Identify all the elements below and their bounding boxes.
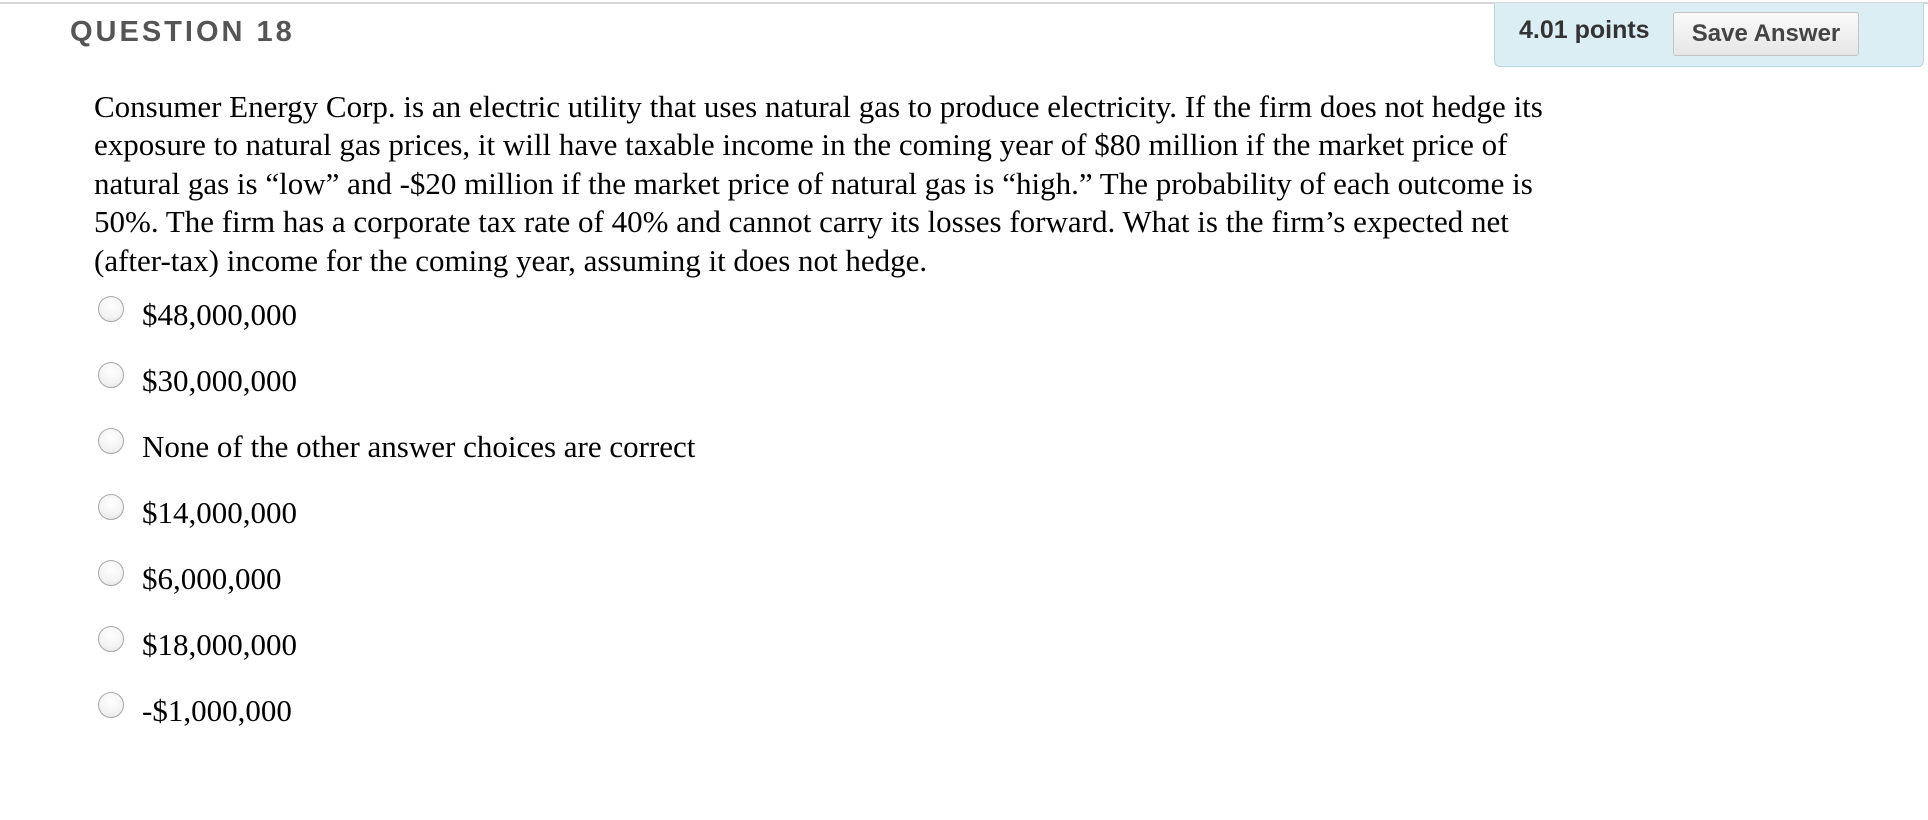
answer-choice-label[interactable]: $14,000,000: [142, 495, 297, 530]
radio-button[interactable]: [98, 626, 124, 652]
answer-choice-label[interactable]: $30,000,000: [142, 363, 297, 398]
radio-button[interactable]: [98, 428, 124, 454]
answer-choice-label[interactable]: None of the other answer choices are correct: [142, 429, 696, 464]
question-title: QUESTION 18: [70, 16, 295, 48]
points-label: 4.01 points: [1519, 16, 1650, 44]
radio-button[interactable]: [98, 494, 124, 520]
radio-button[interactable]: [98, 296, 124, 322]
radio-button[interactable]: [98, 560, 124, 586]
points-panel: [1494, 3, 1924, 67]
answer-choice-label[interactable]: -$1,000,000: [142, 693, 292, 728]
radio-button[interactable]: [98, 692, 124, 718]
save-answer-button[interactable]: Save Answer: [1673, 12, 1859, 56]
answer-choice-label[interactable]: $48,000,000: [142, 297, 297, 332]
answer-choice-label[interactable]: $6,000,000: [142, 561, 282, 596]
radio-button[interactable]: [98, 362, 124, 388]
question-text: Consumer Energy Corp. is an electric utility that uses natural gas to produce electricity. If the firm does not hedge its exposure to natural gas prices, it will have taxable income in the coming year of $80 million if the market price of natural gas is “low” and -$20 million if the market price of natural gas is “high.” The probability of each outcome is 50%. The firm has a corporate tax rate of 40% and cannot carry its losses forward. What is the firm’s expected net (after-tax) income for the coming year, assuming it does not hedge.: [94, 89, 1543, 278]
answer-choice-label[interactable]: $18,000,000: [142, 627, 297, 662]
